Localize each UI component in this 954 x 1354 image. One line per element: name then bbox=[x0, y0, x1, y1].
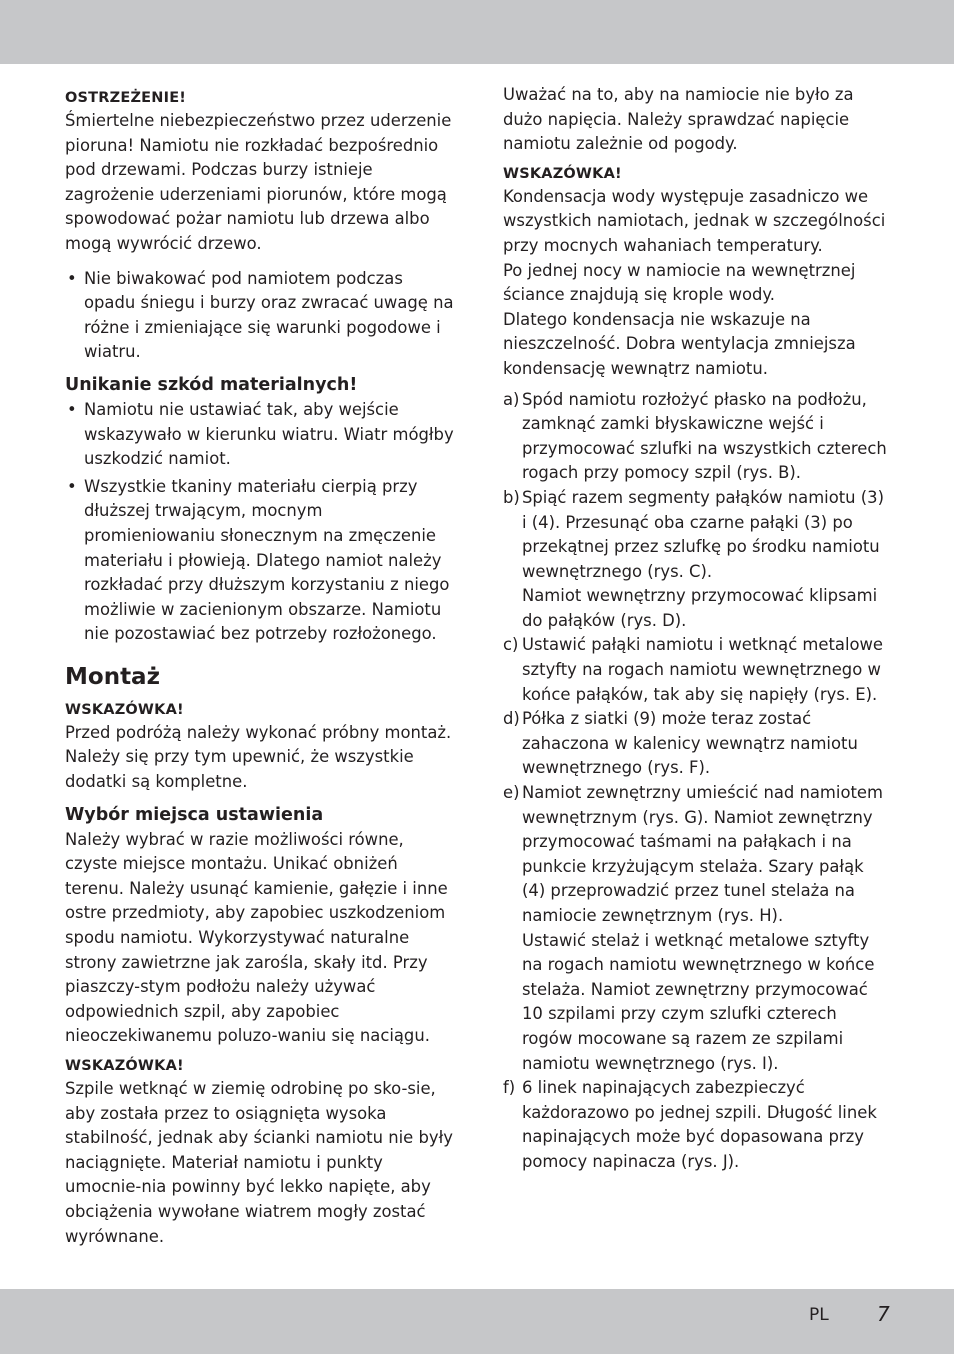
site-heading: Wybór miejsca ustawienia bbox=[65, 804, 324, 825]
hint-text: Przed podróżą należy wykonać próbny montaż. Należy się przy tym upewnić, że wszystkie dodatki są kompletne. bbox=[65, 722, 452, 792]
damage-heading: Unikanie szkód materialnych! bbox=[65, 374, 358, 395]
right-column bbox=[503, 83, 888, 1175]
list-item: • Wszystkie tkaniny materiału cierpią przy dłuższej trwającym, mocnym promieniowaniu słonecznym na zmęczenie materiału i płowieją. Dlatego namiot należy rozkładać przy dłuższym korzystaniu z niego możliwie w zacienionym obszarze. Namiotu nie pozostawiać bez potrzeby rozłożonego. bbox=[67, 476, 450, 644]
step-c: c) Ustawić pałąki namiotu i wetknąć metalowe sztyfty na rogach namiotu wewnętrznego w końce pałąków, tak aby się napięły (rys. E). bbox=[503, 635, 884, 704]
warning-text: Śmiertelne niebezpieczeństwo przez uderzenie pioruna! Namiotu nie rozkładać bezpośrednio pod drzewami. Podczas burzy istnieje zagrożenie uderzeniami piorunów, które mogą spowodować pożar namiotu lub drzewa albo mogą wywrócić drzewo. bbox=[65, 111, 452, 253]
tension-text: Uważać na to, aby na namiocie nie było za dużo napięcia. Należy sprawdzać napięcie namiotu zależnie od pogody. bbox=[503, 85, 854, 154]
site-text: Należy wybrać w razie możliwości równe, czyste miejsce montażu. Unikać obniżeń terenu. Należy usunąć kamienie, gałęzie i inne ostre przedmioty, aby zapobiec uszkodzeniom spodu namiotu. Wykorzystywać naturalne strony zawietrzne jak zarośla, skały itd. Przy piaszczy-stym podłożu należy używać odpowiednich szpil, aby zapobiec nieoczekiwanemu poluzo-waniu się naciągu. bbox=[65, 829, 448, 1046]
hint-title: WSKAZÓWKA! bbox=[65, 701, 184, 718]
list-item: • Nie biwakować pod namiotem podczas opadu śniegu i burzy oraz zwracać uwagę na różne i zmieniające się warunki pogodowe i wiatru. bbox=[67, 268, 454, 362]
damage-bullet-list bbox=[65, 398, 455, 647]
step-f: f) 6 linek napinających zabezpieczyć każdorazowo po jednej szpili. Długość linek napinających może być dopasowana przy pomocy napinacza (rys. J). bbox=[503, 1078, 877, 1171]
language-code: PL bbox=[809, 1305, 829, 1325]
list-item: • Namiotu nie ustawiać tak, aby wejście wskazywało w kierunku wiatru. Wiatr mógłby uszkodzić namiot. bbox=[67, 399, 454, 469]
step-b: b) Spiąć razem segmenty pałąków namiotu (3) i (4). Przesunąć oba czarne pałąki (3) po przekątnej przez szlufkę po środku namiotu wewnętrznego (rys. C). Namiot wewnętrzny przymocować klipsami do pałąków (rys. D). bbox=[503, 487, 885, 630]
assembly-steps bbox=[503, 388, 888, 1175]
step-d: d) Półka z siatki (9) może teraz zostać zahaczona w kalenicy wewnątrz namiotu wewnętrznego (rys. F). bbox=[503, 709, 858, 778]
condensation-text: Po jednej nocy w namiocie na wewnętrznej ściance znajdują się krople wody. bbox=[503, 260, 856, 305]
header-bar bbox=[0, 0, 954, 64]
page-number: 7 bbox=[877, 1302, 890, 1326]
warning-title: OSTRZEŻENIE! bbox=[65, 90, 187, 106]
condensation-text: Kondensacja wody występuje zasadniczo we wszystkich namiotach, jednak w szczególności przy mocnych wahaniach temperatury. bbox=[503, 186, 886, 255]
hint-title: WSKAZÓWKA! bbox=[503, 165, 622, 182]
hint-title: WSKAZÓWKA! bbox=[65, 1058, 184, 1074]
weather-bullet-list bbox=[65, 267, 455, 365]
step-a: a) Spód namiotu rozłożyć płasko na podłożu, zamknąć zamki błyskawiczne wejść i przymocować szlufki na wszystkich czterech rogach przy pomocy szpil (rys. B). bbox=[503, 389, 887, 483]
condensation-text: Dlatego kondensacja nie wskazuje na nieszczelność. Dobra wentylacja zmniejsza kondensację wewnątrz namiotu. bbox=[503, 309, 856, 378]
step-e: e) Namiot zewnętrzny umieścić nad namiotem wewnętrznym (rys. G). Namiot zewnętrzny przymocować taśmami na pałąkach i na punkcie krzyżującym stelaża. Szary pałąk (4) przeprowadzić przez tunel stelaża na namiocie zewnętrznym (rys. H). Ustawić stelaż i wetknąć metalowe sztyfty na rogach namiotu wewnętrznego w końce stelaża. Namiot zewnętrzny przymocować 10 szpilami przy czym szlufki czterech rogów mocowane są razem ze szpilami namiotu wewnętrznego (rys. I). bbox=[503, 783, 883, 1073]
left-column bbox=[65, 83, 455, 1249]
assembly-heading: Montaż bbox=[65, 663, 160, 690]
bullet-icon: • bbox=[67, 476, 77, 496]
hint-text: Szpile wetknąć w ziemię odrobinę po sko-sie, aby została przez to osiągnięta wysoka stabilność, jednak aby ścianki namiotu nie były naciągnięte. Materiał namiotu i punkty umocnie-nia powinny być lekko napięte, aby obciążenia wywołane wiatrem mogły zostać wyrównane. bbox=[65, 1079, 453, 1246]
bullet-icon: • bbox=[67, 268, 77, 288]
bullet-icon: • bbox=[67, 399, 77, 419]
